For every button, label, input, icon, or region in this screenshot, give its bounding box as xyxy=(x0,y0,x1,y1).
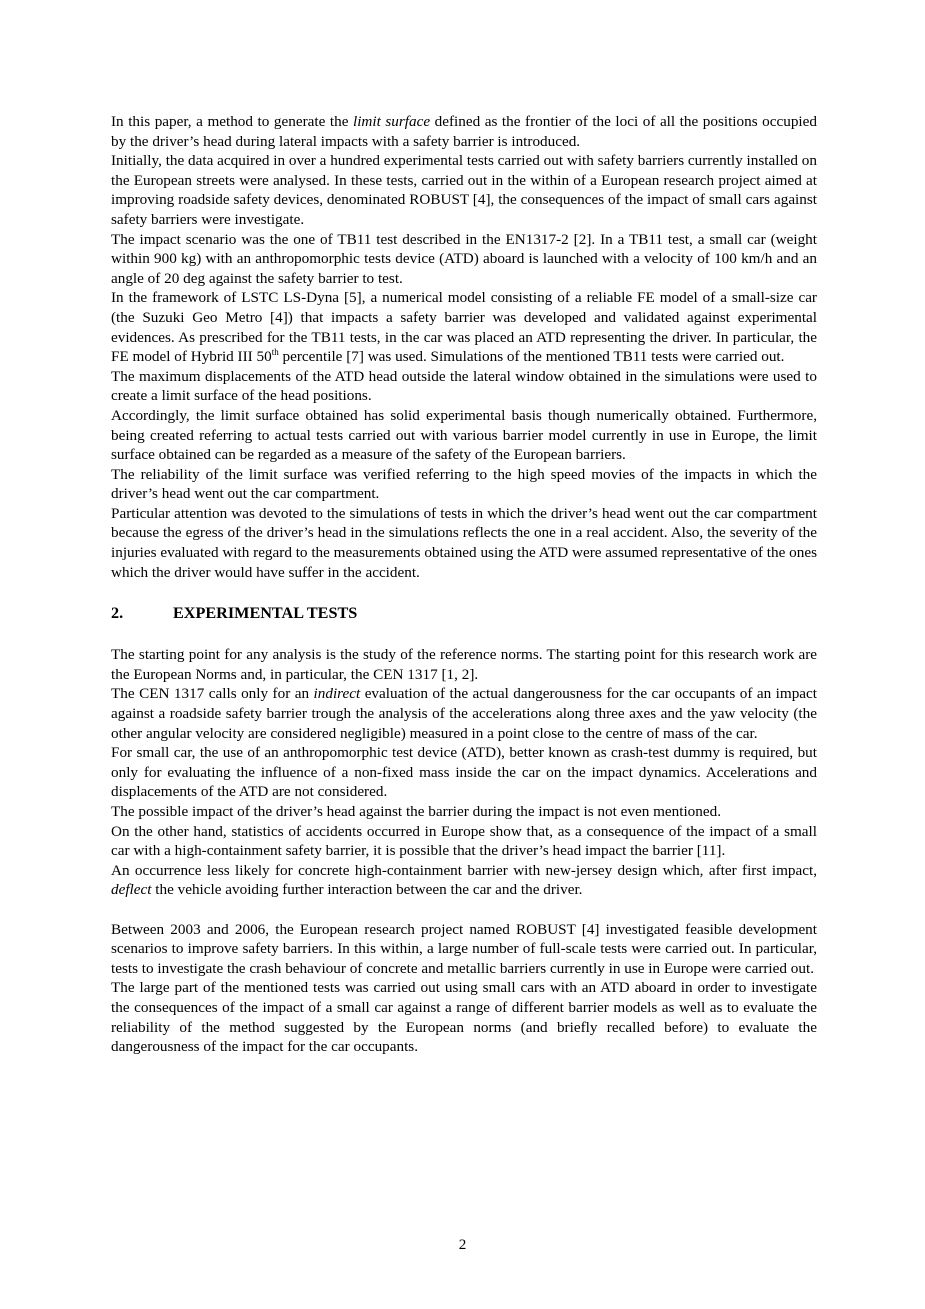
text-run: evaluation of the actual dangerousness for the car occupants of an impact against a roadside safety barrier trough the analysis of the accelerations along three axes and the yaw velocity (the other angular velocity are considered negligible) measured in a point close to the centre of mass of the car. xyxy=(111,685,817,742)
text-run: An occurrence less likely for concrete high-containment barrier with new-jersey design which, after first impact, xyxy=(111,861,817,879)
intro-paragraph-8: Particular attention was devoted to the simulations of tests in which the driver’s head went out the car compartment because the egress of the driver’s head in the simulations reflects the one in a real accident. Also, the severity of the injuries evaluated with regard to the measurements obtained using the ATD were assumed representative of the ones which the driver would have suffer in the accident. xyxy=(111,504,817,581)
text-run: In the framework of LSTC LS-Dyna [5], a numerical model consisting of a reliable FE model of a small-size car (the Suzuki Geo Metro [4]) that impacts a safety barrier was developed and validated against experimental evidences. As prescribed for the TB11 tests, in the car was placed an ATD representing the driver. In particular, the FE model of Hybrid III 50 xyxy=(111,289,817,366)
intro-paragraph-6: Accordingly, the limit surface obtained has solid experimental basis though numerically obtained. Furthermore, being created referring to actual tests carried out with various barrier model currently in use in Europe, the limit surface obtained can be regarded as a measure of the safety of the European barriers. xyxy=(111,406,817,464)
section-paragraph-4: The possible impact of the driver’s head against the barrier during the impact is not even mentioned. xyxy=(111,803,721,820)
section-paragraph-7: Between 2003 and 2006, the European research project named ROBUST [4] investigated feasible development scenarios to improve safety barriers. In this within, a large number of full-scale tests were carried out. In particular, tests to investigate the crash behaviour of concrete and metallic barriers currently in use in Europe were carried out. xyxy=(111,920,817,977)
emphasis-deflect: deflect xyxy=(111,881,152,899)
text-run: percentile [7] was used. Simulations of the mentioned TB11 tests were carried out. xyxy=(278,348,785,366)
text-run: the vehicle avoiding further interaction between the car and the driver. xyxy=(151,881,583,899)
text-run: The CEN 1317 calls only for an xyxy=(111,685,314,703)
intro-paragraph-2: Initially, the data acquired in over a hundred experimental tests carried out with safety barriers currently installed on the European streets were analysed. In these tests, carried out in the within of a European research project aimed at improving roadside safety devices, denominated ROBUST [4], the consequences of the impact of small cars against safety barriers were investigate. xyxy=(111,152,817,228)
intro-block xyxy=(111,112,817,582)
paragraph-gap xyxy=(111,900,817,920)
section-paragraph-1: The starting point for any analysis is the study of the reference norms. The starting point for this research work are the European Norms and, in particular, the CEN 1317 [1, 2]. xyxy=(111,646,817,683)
page-body xyxy=(111,112,817,1057)
intro-paragraph-4 xyxy=(111,288,817,366)
section-paragraph-8: The large part of the mentioned tests was carried out using small cars with an ATD aboard in order to investigate the consequences of the impact of a small car against a range of different barrier models as well as to evaluate the reliability of the method suggested by the European norms (and briefly recalled before) to evaluate the dangerousness of the impact for the car occupants. xyxy=(111,979,817,1056)
section-number: 2. xyxy=(111,604,124,623)
superscript-th: th xyxy=(271,347,279,358)
text-run: In this paper, a method to generate the xyxy=(111,113,353,130)
intro-paragraph-1 xyxy=(111,112,817,151)
section-paragraph-5: On the other hand, statistics of accidents occurred in Europe show that, as a consequence of the impact of a small car with a high-containment safety barrier, it is possible that the driver’s head impact the barrier [11]. xyxy=(111,822,817,860)
section-2-block xyxy=(111,645,817,1056)
page-number: 2 xyxy=(458,1236,467,1253)
emphasis-limit-surface: limit surface xyxy=(352,113,431,130)
section-paragraph-6 xyxy=(111,861,817,900)
section-title: EXPERIMENTAL TESTS xyxy=(173,604,358,623)
section-paragraph-2 xyxy=(111,684,817,743)
intro-paragraph-7: The reliability of the limit surface was verified referring to the high speed movies of the impacts in which the driver’s head went out the car compartment. xyxy=(111,465,817,503)
intro-paragraph-3: The impact scenario was the one of TB11 test described in the EN1317-2 [2]. In a TB11 test, a small car (weight within 900 kg) with an anthropomorphic tests device (ATD) aboard is launched with a velocity of 100 km/h and an angle of 20 deg against the safety barrier to test. xyxy=(111,230,817,287)
section-paragraph-3: For small car, the use of an anthropomorphic test device (ATD), better known as crash-test dummy is required, but only for evaluating the influence of a non-fixed mass inside the car on the impact dynamics. Accelerations and displacements of the ATD are not considered. xyxy=(111,744,817,801)
intro-paragraph-5: The maximum displacements of the ATD head outside the lateral window obtained in the simulations were used to create a limit surface of the head positions. xyxy=(111,367,817,405)
text-run: defined as the frontier of the loci of all the positions occupied by the driver’s head during lateral impacts with a safety barrier is introduced. xyxy=(111,113,817,150)
section-heading xyxy=(111,602,817,624)
emphasis-indirect: indirect xyxy=(313,685,361,703)
